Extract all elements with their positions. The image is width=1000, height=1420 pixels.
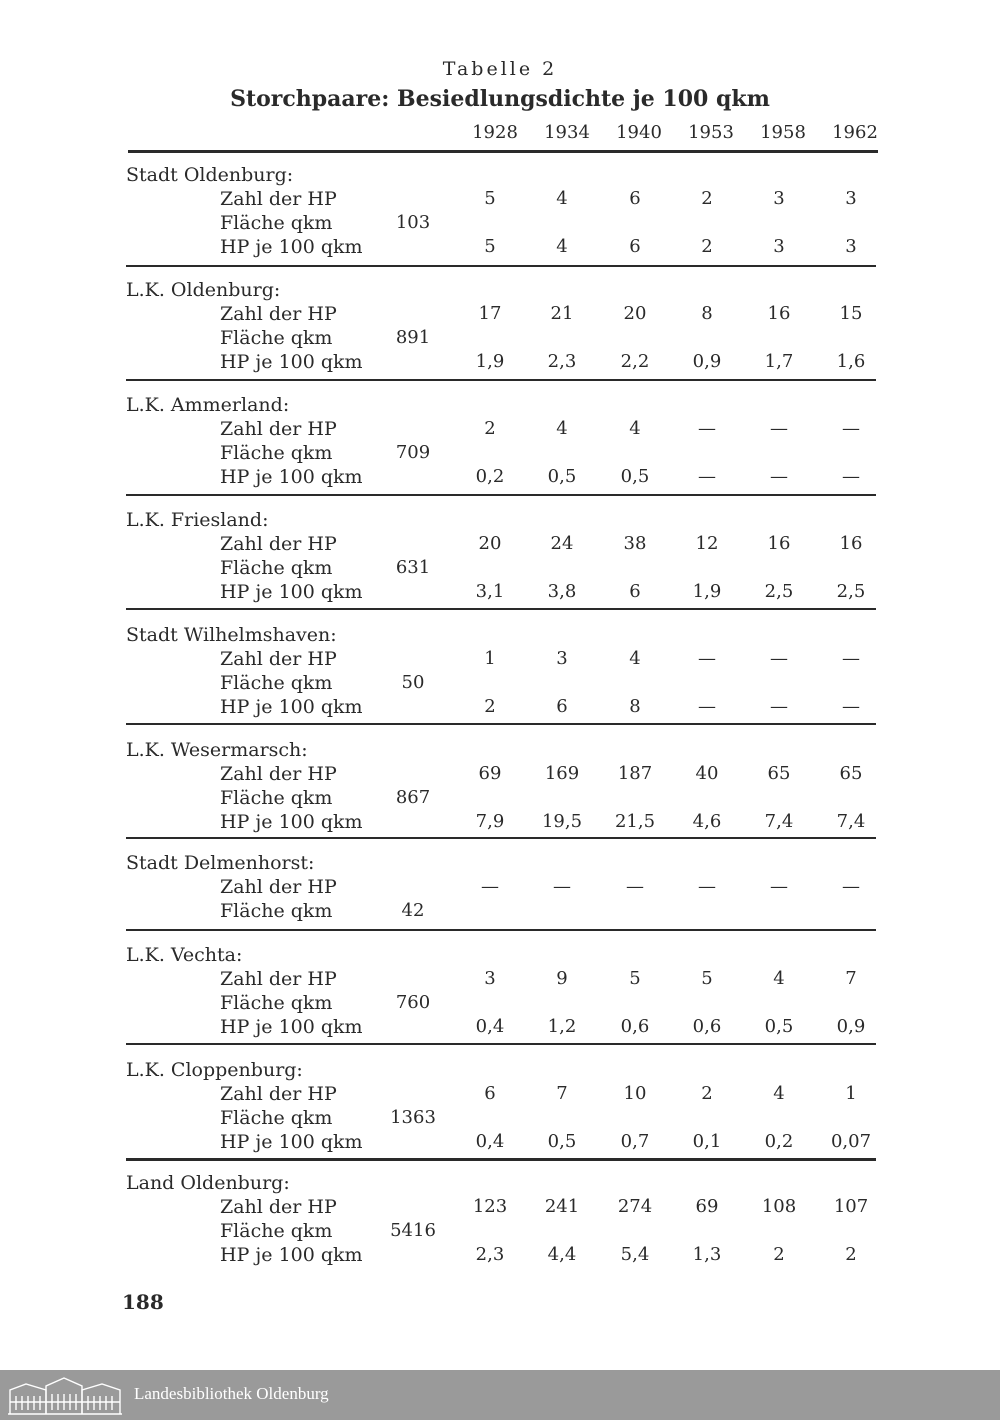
table-cell: 1 (845, 1083, 857, 1104)
table-row (0, 327, 1000, 351)
table-cell: 107 (833, 1196, 869, 1217)
table-row (0, 1244, 1000, 1268)
table-cell: 5 (701, 968, 713, 989)
row-label: Zahl der HP (220, 303, 337, 325)
table-cell: 3 (556, 648, 568, 669)
table-row (0, 811, 1000, 835)
table-row (0, 212, 1000, 236)
region-name: L.K. Oldenburg: (126, 279, 281, 301)
table-row (0, 1083, 1000, 1107)
table-cell: 2 (701, 236, 713, 257)
table-cell: 2 (484, 418, 496, 439)
table-row (0, 1016, 1000, 1040)
section-rule (126, 723, 876, 725)
year-header: 1934 (544, 122, 590, 143)
table-row (0, 763, 1000, 787)
region-name: L.K. Cloppenburg: (126, 1059, 303, 1081)
row-label: Fläche qkm (220, 212, 333, 234)
table-cell: 2,5 (836, 581, 866, 602)
footer-library-name: Landesbibliothek Oldenburg (134, 1384, 329, 1403)
region-name: Stadt Delmenhorst: (126, 852, 315, 874)
row-label: HP je 100 qkm (220, 696, 363, 718)
row-label: Fläche qkm (220, 900, 333, 922)
table-cell: 6 (556, 696, 568, 717)
row-label: Fläche qkm (220, 557, 333, 579)
table-cell: 16 (839, 533, 863, 554)
table-cell: 9 (556, 968, 568, 989)
table-cell: 10 (623, 1083, 647, 1104)
table-cell: — (770, 418, 788, 439)
row-label: Zahl der HP (220, 876, 337, 898)
row-label: Fläche qkm (220, 672, 333, 694)
table-cell: 0,9 (692, 351, 722, 372)
row-label: Fläche qkm (220, 1107, 333, 1129)
table-cell: 0,5 (547, 466, 577, 487)
table-cell: — (698, 418, 716, 439)
table-cell: 6 (484, 1083, 496, 1104)
table-cell: 69 (695, 1196, 719, 1217)
table-cell: — (770, 696, 788, 717)
row-label: Fläche qkm (220, 787, 333, 809)
row-label: Zahl der HP (220, 533, 337, 555)
table-cell: 3,8 (547, 581, 577, 602)
row-label: Zahl der HP (220, 763, 337, 785)
table-cell: 20 (478, 533, 502, 554)
table-cell: 4 (629, 418, 641, 439)
table-caption: Tabelle 2 (442, 58, 558, 80)
table-cell: 0,5 (547, 1131, 577, 1152)
table-cell: 21,5 (614, 811, 656, 832)
table-cell: — (626, 876, 644, 897)
section-rule (126, 1043, 876, 1045)
row-label: Zahl der HP (220, 418, 337, 440)
table-cell: 65 (767, 763, 791, 784)
table-cell: — (770, 876, 788, 897)
table-cell: 1,7 (764, 351, 794, 372)
table-cell: 5,4 (620, 1244, 650, 1265)
table-row (0, 557, 1000, 581)
area-value: 891 (395, 327, 431, 348)
table-cell: 24 (550, 533, 574, 554)
table-cell: — (553, 876, 571, 897)
table-row (0, 1131, 1000, 1155)
table-cell: 15 (839, 303, 863, 324)
table-cell: 7 (845, 968, 857, 989)
table-cell: 20 (623, 303, 647, 324)
region-name: L.K. Wesermarsch: (126, 739, 308, 761)
table-title: Storchpaare: Besiedlungsdichte je 100 qkm (230, 86, 770, 112)
table-row (0, 581, 1000, 605)
header-rule (128, 150, 878, 153)
table-cell: 108 (761, 1196, 797, 1217)
table-cell: 241 (544, 1196, 580, 1217)
row-label: HP je 100 qkm (220, 351, 363, 373)
row-label: Fläche qkm (220, 1220, 333, 1242)
table-cell: 0,5 (764, 1016, 794, 1037)
table-cell: 38 (623, 533, 647, 554)
table-cell: — (770, 466, 788, 487)
row-label: HP je 100 qkm (220, 1016, 363, 1038)
table-cell: 7,4 (836, 811, 866, 832)
table-cell: 1,2 (547, 1016, 577, 1037)
footer-bar (0, 1370, 1000, 1420)
region-name: Stadt Wilhelmshaven: (126, 624, 337, 646)
table-row (0, 787, 1000, 811)
table-cell: 123 (472, 1196, 508, 1217)
table-cell: 0,07 (830, 1131, 872, 1152)
year-header: 1940 (616, 122, 662, 143)
table-cell: 2 (773, 1244, 785, 1265)
year-header: 1953 (688, 122, 734, 143)
table-cell: 7,4 (764, 811, 794, 832)
table-cell: 3 (484, 968, 496, 989)
row-label: HP je 100 qkm (220, 1244, 363, 1266)
row-label: Zahl der HP (220, 1083, 337, 1105)
table-cell: 2 (701, 1083, 713, 1104)
area-value: 760 (395, 992, 431, 1013)
row-label: Zahl der HP (220, 648, 337, 670)
table-cell: 5 (484, 188, 496, 209)
row-label: HP je 100 qkm (220, 236, 363, 258)
area-value: 50 (401, 672, 425, 693)
table-cell: 2 (701, 188, 713, 209)
table-cell: 2,2 (620, 351, 650, 372)
row-label: Fläche qkm (220, 992, 333, 1014)
area-value: 709 (395, 442, 431, 463)
table-cell: — (698, 696, 716, 717)
table-cell: — (770, 648, 788, 669)
section-rule (126, 837, 876, 839)
area-value: 631 (395, 557, 431, 578)
table-cell: 4 (556, 236, 568, 257)
section-rule (126, 608, 876, 610)
table-cell: 4,4 (547, 1244, 577, 1265)
table-cell: 2 (484, 696, 496, 717)
table-cell: — (842, 466, 860, 487)
table-cell: 21 (550, 303, 574, 324)
row-label: Fläche qkm (220, 442, 333, 464)
row-label: HP je 100 qkm (220, 1131, 363, 1153)
region-name: L.K. Friesland: (126, 509, 269, 531)
table-row (0, 418, 1000, 442)
table-cell: 5 (484, 236, 496, 257)
table-row (0, 672, 1000, 696)
table-cell: — (842, 696, 860, 717)
table-row (0, 1196, 1000, 1220)
table-row (0, 188, 1000, 212)
table-cell: 4 (556, 418, 568, 439)
table-cell: — (842, 876, 860, 897)
table-row (0, 1220, 1000, 1244)
table-cell: — (698, 876, 716, 897)
table-cell: 3 (845, 236, 857, 257)
year-header: 1962 (832, 122, 878, 143)
table-row (0, 351, 1000, 375)
area-value: 5416 (390, 1220, 436, 1241)
table-cell: 0,1 (692, 1131, 722, 1152)
table-cell: 19,5 (541, 811, 583, 832)
table-cell: 3 (773, 188, 785, 209)
table-cell: 5 (629, 968, 641, 989)
table-cell: 0,6 (620, 1016, 650, 1037)
table-cell: 0,7 (620, 1131, 650, 1152)
table-row (0, 1107, 1000, 1131)
table-cell: 4 (773, 968, 785, 989)
table-cell: 0,2 (764, 1131, 794, 1152)
table-cell: 2,3 (475, 1244, 505, 1265)
table-cell: 0,5 (620, 466, 650, 487)
table-cell: 6 (629, 581, 641, 602)
table-cell: 65 (839, 763, 863, 784)
region-name: Stadt Oldenburg: (126, 164, 294, 186)
table-cell: — (481, 876, 499, 897)
table-cell: 0,2 (475, 466, 505, 487)
table-row (0, 648, 1000, 672)
table-row (0, 533, 1000, 557)
table-cell: — (842, 418, 860, 439)
year-header: 1928 (472, 122, 518, 143)
table-cell: — (698, 466, 716, 487)
row-label: Zahl der HP (220, 968, 337, 990)
table-cell: 2,3 (547, 351, 577, 372)
area-value: 42 (401, 900, 425, 921)
table-row (0, 236, 1000, 260)
section-rule (126, 379, 876, 381)
row-label: HP je 100 qkm (220, 811, 363, 833)
table-cell: 69 (478, 763, 502, 784)
table-cell: 40 (695, 763, 719, 784)
table-cell: 0,4 (475, 1016, 505, 1037)
table-cell: 1,9 (475, 351, 505, 372)
area-value: 867 (395, 787, 431, 808)
table-row (0, 303, 1000, 327)
section-rule (126, 929, 876, 931)
table-cell: 1,9 (692, 581, 722, 602)
region-name: Land Oldenburg: (126, 1172, 290, 1194)
table-cell: 169 (544, 763, 580, 784)
section-rule (126, 1158, 876, 1161)
table-row (0, 876, 1000, 900)
table-cell: 16 (767, 303, 791, 324)
table-cell: 4 (773, 1083, 785, 1104)
row-label: Zahl der HP (220, 1196, 337, 1218)
table-row (0, 442, 1000, 466)
table-cell: 0,4 (475, 1131, 505, 1152)
table-cell: — (842, 648, 860, 669)
table-cell: 7,9 (475, 811, 505, 832)
table-cell: 4 (629, 648, 641, 669)
table-row (0, 466, 1000, 490)
table-cell: — (698, 648, 716, 669)
table-cell: 17 (478, 303, 502, 324)
table-cell: 274 (617, 1196, 653, 1217)
area-value: 1363 (390, 1107, 436, 1128)
table-cell: 6 (629, 236, 641, 257)
table-cell: 3 (845, 188, 857, 209)
row-label: HP je 100 qkm (220, 581, 363, 603)
region-name: L.K. Ammerland: (126, 394, 290, 416)
table-cell: 187 (617, 763, 653, 784)
table-cell: 2 (845, 1244, 857, 1265)
table-cell: 7 (556, 1083, 568, 1104)
table-cell: 1,3 (692, 1244, 722, 1265)
table-cell: 16 (767, 533, 791, 554)
year-header-row (0, 122, 1000, 148)
table-cell: 8 (701, 303, 713, 324)
table-row (0, 696, 1000, 720)
section-rule (126, 265, 876, 267)
section-rule (126, 494, 876, 496)
table-cell: 1,6 (836, 351, 866, 372)
area-value: 103 (395, 212, 431, 233)
table-row (0, 992, 1000, 1016)
table-cell: 1 (484, 648, 496, 669)
table-row (0, 968, 1000, 992)
row-label: Zahl der HP (220, 188, 337, 210)
year-header: 1958 (760, 122, 806, 143)
table-cell: 4 (556, 188, 568, 209)
table-cell: 2,5 (764, 581, 794, 602)
table-cell: 4,6 (692, 811, 722, 832)
table-cell: 6 (629, 188, 641, 209)
page-number: 188 (122, 1290, 164, 1314)
row-label: HP je 100 qkm (220, 466, 363, 488)
row-label: Fläche qkm (220, 327, 333, 349)
table-cell: 3,1 (475, 581, 505, 602)
region-name: L.K. Vechta: (126, 944, 243, 966)
library-building-icon (6, 1374, 124, 1416)
table-cell: 0,9 (836, 1016, 866, 1037)
table-cell: 12 (695, 533, 719, 554)
table-cell: 0,6 (692, 1016, 722, 1037)
table-row (0, 900, 1000, 924)
table-cell: 3 (773, 236, 785, 257)
table-cell: 8 (629, 696, 641, 717)
